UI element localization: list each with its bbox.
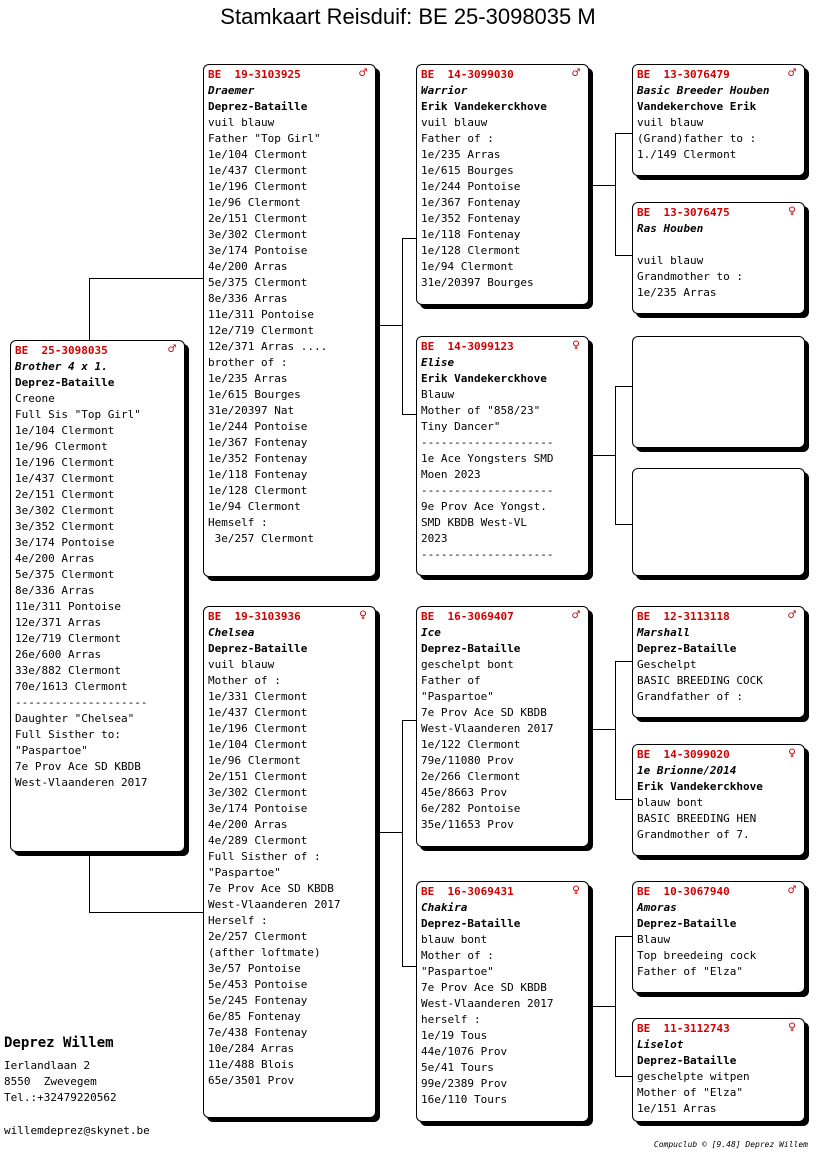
pigeon-card-mother[interactable] [203, 606, 376, 1118]
info-line: SMD KBDB West-VL [421, 516, 527, 529]
breeder-name: Deprez-Bataille [208, 642, 308, 655]
breeder-name: Deprez-Bataille [421, 917, 521, 930]
info-line: Mother of "Elza" [637, 1086, 743, 1099]
info-line: -------------------- [421, 484, 554, 497]
connector-line [615, 661, 632, 662]
info-line: 1e/104 Clermont [208, 148, 308, 161]
breeder-name [637, 237, 800, 253]
info-line: 1e/196 Clermont [15, 456, 115, 469]
info-line: vuil blauw [637, 254, 704, 267]
info-line: blauw bont [637, 796, 704, 809]
info-line: "Paspartoe" [421, 690, 494, 703]
info-line: 2e/151 Clermont [15, 488, 115, 501]
connector-line [589, 455, 615, 456]
male-icon: ♂ [572, 66, 580, 81]
info-line: 6e/85 Fontenay [208, 1010, 301, 1023]
info-line: Moen 2023 [421, 468, 481, 481]
owner-city: 8550 Zwevegem [4, 1075, 97, 1088]
info-line: 7e Prov Ace SD KBDB [208, 882, 334, 895]
info-line: 11e/311 Pontoise [15, 600, 121, 613]
info-line: 1e/96 Clermont [208, 754, 301, 767]
female-icon: ♀ [359, 608, 367, 623]
info-line: vuil blauw [421, 116, 488, 129]
info-line: 1e/118 Fontenay [208, 468, 308, 481]
info-line: 4e/289 Clermont [208, 834, 308, 847]
info-line: 1e/235 Arras [208, 372, 288, 385]
info-line: 35e/11653 Prov [421, 818, 514, 831]
info-line: 4e/200 Arras [208, 818, 288, 831]
pigeon-name: Amoras [637, 901, 677, 914]
pigeon-name: Ice [421, 626, 441, 639]
info-line: 12e/719 Clermont [15, 632, 121, 645]
info-line: 1e/235 Arras [637, 286, 717, 299]
connector-line [402, 720, 403, 966]
info-line: West-Vlaanderen 2017 [421, 997, 554, 1010]
info-line: 1e/615 Bourges [421, 164, 514, 177]
info-line: 1e/352 Fontenay [208, 452, 308, 465]
info-line: 5e/375 Clermont [15, 568, 115, 581]
info-line: 1e/19 Tous [421, 1029, 488, 1042]
connector-line [589, 1006, 615, 1007]
info-line: 1e/437 Clermont [208, 706, 308, 719]
connector-line [615, 255, 632, 256]
info-line: -------------------- [15, 696, 148, 709]
connector-line [589, 729, 615, 730]
footer-credit: Compuclub © [9.48] Deprez Willem [653, 1140, 808, 1149]
pigeon-card-mother-father[interactable] [416, 606, 589, 847]
info-line: 7e Prov Ace SD KBDB [15, 760, 141, 773]
pigeon-name: Marshall [637, 626, 690, 639]
info-line: 1e/367 Fontenay [421, 196, 521, 209]
info-line: geschelpte witpen [637, 1070, 750, 1083]
info-line: Blauw [637, 933, 671, 946]
connector-line [615, 936, 616, 1076]
info-line: vuil blauw [208, 658, 275, 671]
connector-line [615, 799, 632, 800]
info-line: Father of [421, 674, 481, 687]
connector-line [89, 278, 90, 340]
connector-line [615, 936, 632, 937]
pigeon-name: Elise [421, 356, 455, 369]
info-line: brother of : [208, 356, 288, 369]
info-line: Daughter "Chelsea" [15, 712, 135, 725]
info-line: geschelpt bont [421, 658, 514, 671]
breeder-name: Vandekerchove Erik [637, 100, 757, 113]
info-line: 10e/284 Arras [208, 1042, 295, 1055]
info-line: Grandfather of : [637, 690, 743, 703]
breeder-name: Deprez-Bataille [637, 917, 737, 930]
male-icon: ♂ [788, 608, 796, 623]
pigeon-name: Warrior [421, 84, 468, 97]
info-line: 1e/352 Fontenay [421, 212, 521, 225]
male-icon: ♂ [359, 66, 367, 81]
info-line: 5e/41 Tours [421, 1061, 494, 1074]
info-line: West-Vlaanderen 2017 [15, 776, 148, 789]
owner-street: Ierlandlaan 2 [4, 1059, 91, 1072]
info-line: 1e/437 Clermont [15, 472, 115, 485]
info-line: 7e Prov Ace SD KBDB [421, 981, 547, 994]
connector-line [89, 852, 90, 912]
owner-email[interactable]: willemdeprez@skynet.be [4, 1124, 150, 1137]
info-line: 1e/128 Clermont [421, 244, 521, 257]
breeder-name: Deprez-Bataille [637, 642, 737, 655]
info-line: Father of : [421, 132, 494, 145]
info-line: herself : [421, 1013, 481, 1026]
info-line: 6e/282 Pontoise [421, 802, 521, 815]
info-line: 1e/244 Pontoise [421, 180, 521, 193]
ring-number: BE 16-3069431 [421, 885, 514, 898]
info-line: 1e/196 Clermont [208, 180, 308, 193]
female-icon: ♀ [572, 338, 580, 353]
info-line: Geschelpt [637, 658, 697, 671]
info-line: Full Sisther to: [15, 728, 121, 741]
info-line: 12e/719 Clermont [208, 324, 314, 337]
info-line: 1e/235 Arras [421, 148, 501, 161]
pigeon-card-mf-father[interactable] [632, 606, 805, 718]
info-line: 5e/375 Clermont [208, 276, 308, 289]
male-icon: ♂ [168, 342, 176, 357]
connector-line [615, 133, 632, 134]
page-title: Stamkaart Reisduif: BE 25-3098035 M [220, 4, 596, 29]
info-line: 12e/371 Arras [15, 616, 102, 629]
pigeon-name: Liselot [637, 1038, 684, 1051]
pigeon-card-ff-father[interactable] [632, 64, 805, 176]
info-line: 3e/352 Clermont [15, 520, 115, 533]
pigeon-card-father[interactable] [203, 64, 376, 577]
female-icon: ♀ [788, 1020, 796, 1035]
pigeon-name: Chelsea [208, 626, 255, 639]
ring-number: BE 25-3098035 [15, 344, 108, 357]
breeder-name: Deprez-Bataille [421, 642, 521, 655]
info-line: blauw bont [421, 933, 488, 946]
connector-line [89, 912, 204, 913]
info-line: 1./149 Clermont [637, 148, 737, 161]
info-line: 3e/257 Clermont [208, 532, 314, 545]
ring-number: BE 14-3099123 [421, 340, 514, 353]
info-line: 1e/104 Clermont [208, 738, 308, 751]
info-line: 3e/302 Clermont [208, 228, 308, 241]
info-line: Mother of : [208, 674, 281, 687]
info-line: Herself : [208, 914, 268, 927]
ring-number: BE 14-3099020 [637, 748, 730, 761]
info-line: 1e Ace Yongsters SMD [421, 452, 554, 465]
pigeon-card-fm-father-empty[interactable] [632, 336, 805, 448]
male-icon: ♂ [788, 883, 796, 898]
ring-number: BE 16-3069407 [421, 610, 514, 623]
info-line: 1e/128 Clermont [208, 484, 308, 497]
info-line: 1e/615 Bourges [208, 388, 301, 401]
info-line: 1e/331 Clermont [208, 690, 308, 703]
male-icon: ♂ [572, 608, 580, 623]
info-line: 1e/196 Clermont [208, 722, 308, 735]
info-line: 1e/244 Pontoise [208, 420, 308, 433]
pigeon-name: 1e Brionne/2014 [637, 764, 737, 777]
info-line: BASIC BREEDING COCK [637, 674, 763, 687]
pigeon-name: Ras Houben [637, 222, 704, 235]
info-line: BASIC BREEDING HEN [637, 812, 757, 825]
info-line: 45e/8663 Prov [421, 786, 508, 799]
pigeon-card-mm-mother[interactable] [632, 1018, 805, 1122]
female-icon: ♀ [788, 746, 796, 761]
pigeon-card-ff-mother[interactable] [632, 202, 805, 314]
pigeon-card-father-mother[interactable] [416, 336, 589, 576]
connector-line [615, 661, 616, 799]
connector-line [402, 720, 417, 721]
connector-line [615, 524, 632, 525]
info-line: 3e/174 Pontoise [208, 802, 308, 815]
info-line: 1e/96 Clermont [15, 440, 108, 453]
pigeon-card-fm-mother-empty[interactable] [632, 468, 805, 576]
info-line: (afther loftmate) [208, 946, 321, 959]
info-line: 4e/200 Arras [208, 260, 288, 273]
ring-number: BE 13-3076475 [637, 206, 730, 219]
info-line: 79e/11080 Prov [421, 754, 514, 767]
info-line: 65e/3501 Prov [208, 1074, 295, 1087]
connector-line [376, 832, 402, 833]
breeder-name: Deprez-Bataille [15, 376, 115, 389]
ring-number: BE 19-3103936 [208, 610, 301, 623]
breeder-name: Deprez-Bataille [637, 1054, 737, 1067]
info-line: 1e/437 Clermont [208, 164, 308, 177]
info-line: 44e/1076 Prov [421, 1045, 508, 1058]
info-line: Full Sis "Top Girl" [15, 408, 141, 421]
ring-number: BE 19-3103925 [208, 68, 301, 81]
ring-number: BE 14-3099030 [421, 68, 514, 81]
info-line: Mother of "858/23" [421, 404, 541, 417]
info-line: vuil blauw [637, 116, 704, 129]
info-line: Creone [15, 392, 55, 405]
info-line: 8e/336 Arras [208, 292, 288, 305]
pigeon-name: Basic Breeder Houben [637, 84, 770, 97]
info-line: 33e/882 Clermont [15, 664, 121, 677]
info-line: 3e/302 Clermont [208, 786, 308, 799]
pigeon-card-father-father[interactable] [416, 64, 589, 305]
connector-line [615, 133, 616, 255]
breeder-name: Erik Vandekerckhove [637, 780, 763, 793]
connector-line [402, 966, 417, 967]
owner-phone: Tel.:+32479220562 [4, 1091, 117, 1104]
connector-line [615, 386, 616, 524]
info-line: 1e/94 Clermont [208, 500, 301, 513]
breeder-name: Erik Vandekerckhove [421, 372, 547, 385]
connector-line [89, 278, 204, 279]
info-line: Grandmother of 7. [637, 828, 750, 841]
ring-number: BE 11-3112743 [637, 1022, 730, 1035]
info-line: 1e/122 Clermont [421, 738, 521, 751]
info-line: West-Vlaanderen 2017 [421, 722, 554, 735]
info-line: vuil blauw [208, 116, 275, 129]
breeder-name: Erik Vandekerckhove [421, 100, 547, 113]
info-line: Top breedeing cock [637, 949, 757, 962]
ring-number: BE 10-3067940 [637, 885, 730, 898]
ring-number: BE 12-3113118 [637, 610, 730, 623]
pigeon-name: Draemer [208, 84, 255, 97]
info-line: -------------------- [421, 548, 554, 561]
info-line: Father "Top Girl" [208, 132, 321, 145]
info-line: -------------------- [421, 436, 554, 449]
info-line: 1e/96 Clermont [208, 196, 301, 209]
info-line: Father of "Elza" [637, 965, 743, 978]
female-icon: ♀ [572, 883, 580, 898]
connector-line [376, 325, 402, 326]
info-line: 31e/20397 Bourges [421, 276, 534, 289]
info-line: 1e/367 Fontenay [208, 436, 308, 449]
info-line: 70e/1613 Clermont [15, 680, 128, 693]
info-line: Grandmother to : [637, 270, 743, 283]
ring-number: BE 13-3076479 [637, 68, 730, 81]
info-line: 26e/600 Arras [15, 648, 102, 661]
info-line: 3e/174 Pontoise [15, 536, 115, 549]
info-line: 2e/151 Clermont [208, 770, 308, 783]
connector-line [402, 414, 417, 415]
info-line: Hemself : [208, 516, 268, 529]
info-line: 8e/336 Arras [15, 584, 95, 597]
info-line: "Paspartoe" [15, 744, 88, 757]
info-line: (Grand)father to : [637, 132, 757, 145]
info-line: 99e/2389 Prov [421, 1077, 508, 1090]
info-line: 7e Prov Ace SD KBDB [421, 706, 547, 719]
info-line: 3e/57 Pontoise [208, 962, 301, 975]
breeder-name: Deprez-Bataille [208, 100, 308, 113]
connector-line [402, 238, 417, 239]
pigeon-card-mother-mother[interactable] [416, 881, 589, 1122]
pigeon-name: Brother 4 x 1. [15, 360, 108, 373]
info-line: 2e/257 Clermont [208, 930, 308, 943]
info-line: 3e/174 Pontoise [208, 244, 308, 257]
info-line: 3e/302 Clermont [15, 504, 115, 517]
info-line: West-Vlaanderen 2017 [208, 898, 341, 911]
info-line: 7e/438 Fontenay [208, 1026, 308, 1039]
info-line: "Paspartoe" [208, 866, 281, 879]
info-line: 5e/453 Pontoise [208, 978, 308, 991]
pigeon-name: Chakira [421, 901, 468, 914]
female-icon: ♀ [788, 204, 796, 219]
info-line: 31e/20397 Nat [208, 404, 295, 417]
info-line: 2e/266 Clermont [421, 770, 521, 783]
info-line: 1e/94 Clermont [421, 260, 514, 273]
info-line: "Paspartoe" [421, 965, 494, 978]
owner-name: Deprez Willem [4, 1035, 114, 1051]
male-icon: ♂ [788, 66, 796, 81]
pigeon-card-main[interactable] [10, 340, 185, 852]
info-line: 11e/311 Pontoise [208, 308, 314, 321]
info-line: Full Sisther of : [208, 850, 321, 863]
info-line: 4e/200 Arras [15, 552, 95, 565]
info-line: Mother of : [421, 949, 494, 962]
info-line: Blauw [421, 388, 455, 401]
connector-line [589, 185, 615, 186]
connector-line [402, 238, 403, 414]
info-line: 1e/118 Fontenay [421, 228, 521, 241]
info-line: 9e Prov Ace Yongst. [421, 500, 547, 513]
connector-line [615, 386, 632, 387]
connector-line [615, 1076, 632, 1077]
info-line: 1e/151 Arras [637, 1102, 717, 1115]
info-line: 5e/245 Fontenay [208, 994, 308, 1007]
info-line: 11e/488 Blois [208, 1058, 295, 1071]
pigeon-card-mm-father[interactable] [632, 881, 805, 993]
pigeon-card-mf-mother[interactable] [632, 744, 805, 856]
info-line: 1e/104 Clermont [15, 424, 115, 437]
info-line: 2e/151 Clermont [208, 212, 308, 225]
info-line: Tiny Dancer" [421, 420, 501, 433]
info-line: 2023 [421, 532, 448, 545]
info-line: 16e/110 Tours [421, 1093, 508, 1106]
info-line: 12e/371 Arras .... [208, 340, 328, 353]
